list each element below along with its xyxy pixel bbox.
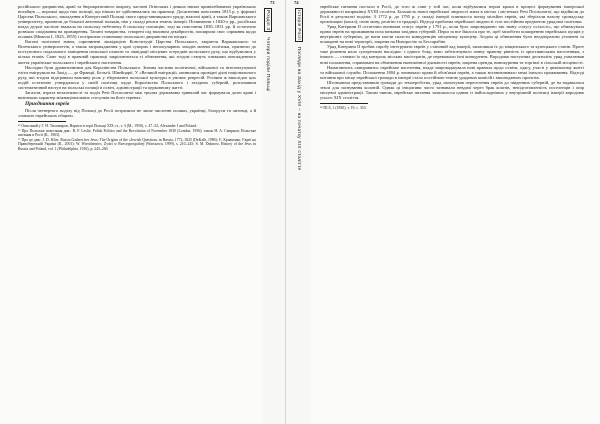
book-gutter bbox=[262, 0, 310, 424]
footnote-divider bbox=[320, 103, 368, 104]
left-page-text bbox=[18, 4, 256, 151]
page-number-right: 74 bbox=[294, 0, 299, 5]
paragraph: Штовхаючи представників громади до землеробства, уряд заохочував переселення євреїв до південних губерній, де їм надавалися землі для заснування колоній. Однак ці ініціативи часто зазнавали невдачі через брак коштів, непідготовленість поселенців і опір місцевої адміністрації. Таким чином, єврейське питання залишалося одним із найскладніших у внутрішній політиці імперії впродовж усього XIX століття. bbox=[320, 79, 584, 100]
running-title: Погляди на Захід у XVIII – на початку XIX століття bbox=[296, 46, 301, 171]
paragraph: Уряд Катерини II остаточно визначав статус євреїв у 1791 р., коли було запроваджено так звану «смугу осілості», що обмежувала право євреїв на проживання поза межами західних губерній. Перш за все йшлося про те, щоб запобігти поширенню єврейських купців у внутрішніх губерніях, де вони могли скласти конкуренцію місцевому купецтву. Згодом ці обмеження були неодноразово уточнені та поширені на нові території, зокрема на Новоросію та Бессарабію. bbox=[320, 24, 584, 45]
paragraph: Намагаючись «виправити» єврейське населення, влада запроваджувала нові правила щодо освіти, одягу, участі у цивільному житті та військової служби. Положення 1804 р. визначало права й обов'язки євреїв, а також встановлювало межі їхнього проживання. Відтоді питання про місце єврейської громади в імперії стало постійною темою урядових комісій і законодавчих проєктів. bbox=[320, 64, 584, 80]
running-header-right bbox=[296, 8, 301, 170]
footnote-divider bbox=[18, 121, 66, 122]
running-header-left bbox=[265, 8, 270, 92]
paragraph: Після четвертого поділу від Польщі до Росії потрапили не лише численні поляки, українці, білоруси та литовці, а й «чимало єврейських общин». bbox=[18, 107, 256, 118]
footnote: ¹⁷ Про це див.: J. D. Klier, Russia Gathers her Jews: The Origins of the «Jewish Question» in Russia, 1772–1825 (DeKalb, 1986); Є. Кравченко, Євреї на Правобережній Україні (К., 2001); W. Wierzbieniec, Żydzi w Rzeczypospolitej (Warszawa, 1999), s. 210–245; S. M. Dubnow, History of the Jews in Russia and Poland, vol. 1 (Philadelphia, 1916), p. 243–260. bbox=[18, 138, 256, 151]
paragraph: російського дворянства, армії та бюрократичного апарату, частині Огінських і деяких інших привілейованих українських ногайців — ворожої щодо них позиції, що ніколи не здійснювались на практиці. Досягнення повстання 1815 р. у форматі Царства Польського, закладення в Конгресовій Польщі свого представницького уряду, власної армії, а також Варшавського університету, призвели до більшої автономії поляків, ніж у складі решти земель імперії. Починаючи з 1820-х рр., російська влада дедалі частіше зважала на польську небезпеку й польську опозицію, тоді як повстання 1830–1831 рр. й остаточно розвіяло сподівання на примирення. Таємні товариства, створені під впливом декабристів, поширили своє сприяння щодо поляків (Микола I, 1825–1855) і погіршили становище польського дворянства на місцях. bbox=[18, 4, 256, 40]
chapter-label: Розділ 3 bbox=[265, 10, 270, 31]
paragraph: Уряд Катерини II зробив спробу інтегрувати євреїв у становий лад імперії, записавши їх до міщанського та купецького станів. Проте таке рішення мало суперечливі наслідки: з одного боку, воно забезпечувало певну правову рівність із християнським населенням, з іншого — ставило їх під контроль міських магістратів, де переважали їхні конкуренти. Впродовж наступних десятиліть уряд ухвалював нові положення, спрямовані на обмеження економічної діяльності євреїв, зокрема оренди, винокуріння та торгівлі в сільській місцевості. bbox=[320, 44, 584, 65]
paragraph: Загалом, втрата незалежності та поділ Речі Посполитої між трьома державами тривалий час формували долю краю і визначали характер міжнаціональних стосунків на його теренах. bbox=[18, 89, 256, 100]
running-title: Чотири поділи Польщі bbox=[265, 37, 270, 92]
footnote: ¹⁸ ПСЗ, 1 (1830), т. 19, с. 353. bbox=[320, 105, 367, 110]
section-heading: Приєднання євреїв bbox=[25, 100, 70, 107]
paragraph: Вагомі політичні зміни, спричинені ліквідацією Конституції Царства Польського, закриття Варшавського та Віленського університетів, а також запровадження у краї суворих і непопулярних заходів мовної політики, призвели до поступового подальшого заміщення польської шляхти та ліквідації місцевих осередків польського руху, що відбувалися у кілька етапів. Саме тоді в правовій практиці закріплюються ті обмеження, які згодом стануть ознаками повсякденного життя українсько-польського і єврейського населення. bbox=[18, 39, 256, 65]
right-page-text bbox=[320, 4, 584, 110]
footnote: ¹⁶ Про Польське повстання див.: R. F. Leslie, Polish Politics and the Revolution of November 1830 (London, 1956); також Н. А. Смирнов, Польське питання в Росії (К., 1963). bbox=[18, 128, 256, 138]
paragraph: Наслідки були драматичними для Королівства Польського. Значна частина політичної, військової та інтелектуальної еліти емігрувала на Захід — до Франції, Бельгії, Швейцарії. У «Великій еміграції» опинилися провідні діячі національного руху, які згодом відігравали важливу роль у збереженні польської культури в умовах репресій. Росіяни ж внаслідок цих подій остаточно утвердилися у своїй політиці щодо Королівства Польського і західних губерній, розпочавши систематичний наступ на польські позиції в освіті, адміністрації та церковному житті. bbox=[18, 64, 256, 90]
right-page bbox=[310, 0, 600, 424]
left-page bbox=[0, 0, 262, 424]
page-number-left: 73 bbox=[270, 0, 275, 5]
paragraph: єврейське питання постало в Росії, до того ж саме у той час, коли відбувалися перші кроки в процесі формування імперської державності наприкінці XVIII століття. Більшість нової єврейської людності жила в містах і містечках Речі Посполитої, що відійшли до Росії в результаті поділів. З 1772 р. до 1795 р. у складі імперії опинилося понад мільйон євреїв, які зберігали власну громадську організацію (кагал), свою мову, релігію та традиції. Відтоді проблема єврейської людності стає постійним предметом урядової політики. bbox=[320, 4, 584, 25]
footnote: ¹⁵ Описаний у Г. Н. Тихомиров, Нариси історії Польщі XIX ст., т. 3 (М., 1950), с. 47–52; Alexander I and Poland. bbox=[18, 124, 197, 129]
book-label: Історія Росії bbox=[296, 10, 301, 40]
